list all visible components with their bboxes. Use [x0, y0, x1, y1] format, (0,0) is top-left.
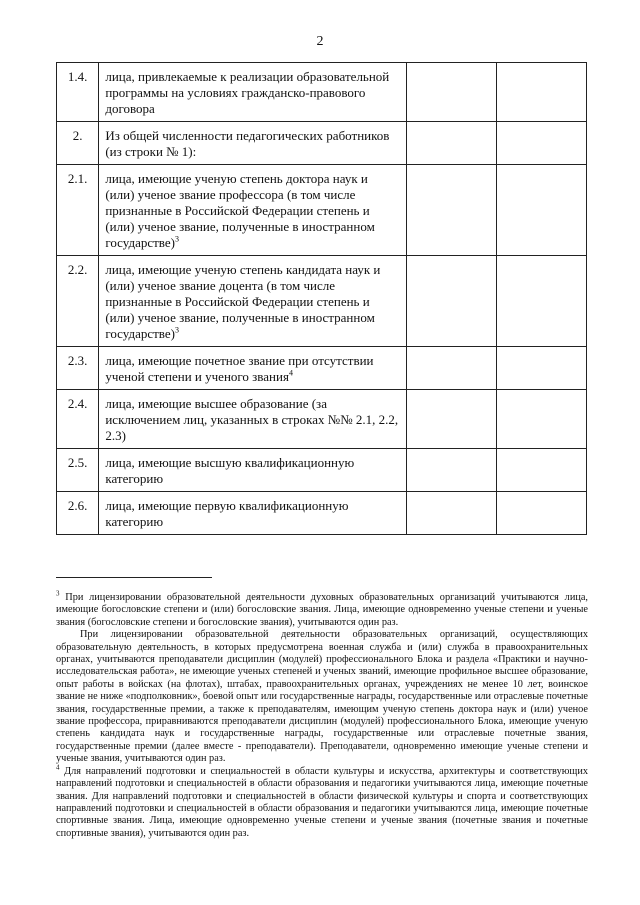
row-description: лица, привлекаемые к реализации образовательной программы на условиях гражданско-правового договора [99, 63, 406, 122]
value-cell [496, 449, 586, 492]
row-description: лица, имеющие ученую степень доктора наук и (или) ученое звание профессора (в том числе признанные в Российской Федерации степень и (или) ученое звание, полученные в иностранном государстве)$^3$ [99, 165, 406, 256]
row-description: лица, имеющие высшее образование (за исключением лиц, указанных в строках №№ 2.1, 2.2, 2.3) [99, 390, 406, 449]
staff-table [56, 62, 587, 535]
value-cell [496, 256, 586, 347]
row-number: 2.3. [57, 347, 99, 390]
value-cell [406, 63, 496, 122]
table-row [57, 256, 587, 347]
table-row [57, 390, 587, 449]
table-row [57, 63, 587, 122]
row-description: Из общей численности педагогических работников (из строки № 1): [99, 122, 406, 165]
value-cell [496, 390, 586, 449]
value-cell [496, 347, 586, 390]
footnotes [56, 589, 588, 840]
footnote-3-paragraph-2: При лицензировании образовательной деятельности образовательных организаций, осуществляющих образовательную деятельность, в которых предусмотрена военная служба и (или) служба в правоохранительных органах, учитываются преподаватели дисциплин (модулей) профессионального Блока и раздела «Практики и научно-исследовательская работа», не имеющие ученых степеней и ученых званий, имеющие профильное высшее образование, опыт работы в войсках (на флотах), штабах, правоохранительных органах, учреждениях не менее 10 лет, воинское звание не ниже «подполковник», боевой опыт или государственные награды, государственные или отраслевые почетные звания, государственные премии, а также к преподавателям, имеющим ученую степень доктора наук и (или) ученое звание профессора, приравниваются преподаватели дисциплин (модулей) профессионального Блока, имеющие ученую степень кандидата наук и государственные награды, государственные или отраслевые почетные звания, государственные премии (далее вместе - преподаватели). Преподаватели, одновременно имеющие ученые степени и ученые звания, учитываются один раз. [56, 629, 588, 765]
row-number: 1.4. [57, 63, 99, 122]
value-cell [496, 492, 586, 535]
row-number: 2. [57, 122, 99, 165]
value-cell [406, 347, 496, 390]
footnote-marker: 4 [56, 763, 60, 772]
value-cell [406, 165, 496, 256]
table-row [57, 122, 587, 165]
table-row [57, 165, 587, 256]
row-description: лица, имеющие первую квалификационную категорию [99, 492, 406, 535]
row-description: лица, имеющие почетное звание при отсутствии ученой степени и ученого звания$^4$ [99, 347, 406, 390]
value-cell [406, 122, 496, 165]
footnote-4-paragraph-1: $^4$ Для направлений подготовки и специальностей в области культуры и искусства, архитектуры и соответствующих направлений подготовки и специальностей в области образования и педагогики учитываются лица, имеющие почетные звания. Для направлений подготовки и специальностей в области физической культуры и спорта и соответствующих направлений подготовки и специальностей в области образования и педагогики учитываются лица, имеющие почетные спортивные звания. Лица, имеющие одновременно ученые степени и ученые звания (почетные звания и почетные спортивные звания), учитываются один раз. [56, 763, 588, 839]
row-number: 2.1. [57, 165, 99, 256]
row-description: лица, имеющие высшую квалификационную категорию [99, 449, 406, 492]
value-cell [496, 63, 586, 122]
row-number: 2.4. [57, 390, 99, 449]
table-row [57, 449, 587, 492]
footnote-separator [56, 577, 212, 578]
value-cell [406, 390, 496, 449]
footnote-marker: 3 [56, 589, 60, 598]
value-cell [496, 122, 586, 165]
footnote-3-paragraph-1: $^3$ При лицензировании образовательной деятельности духовных образовательных организаций учитываются лица, имеющие богословские степени и (или) богословские звания. Лица, имеющие одновременно ученые степени и ученые звания (богословские степени и богословские звания), учитываются один раз. [56, 589, 588, 628]
row-number: 2.2. [57, 256, 99, 347]
row-number: 2.6. [57, 492, 99, 535]
page-number: 2 [316, 34, 324, 49]
value-cell [406, 449, 496, 492]
row-number: 2.5. [57, 449, 99, 492]
table-row [57, 492, 587, 535]
value-cell [496, 165, 586, 256]
value-cell [406, 256, 496, 347]
value-cell [406, 492, 496, 535]
table-row [57, 347, 587, 390]
row-description: лица, имеющие ученую степень кандидата наук и (или) ученое звание доцента (в том числе признанные в Российской Федерации степень и (или) ученое звание, полученные в иностранном государстве)$^3$ [99, 256, 406, 347]
